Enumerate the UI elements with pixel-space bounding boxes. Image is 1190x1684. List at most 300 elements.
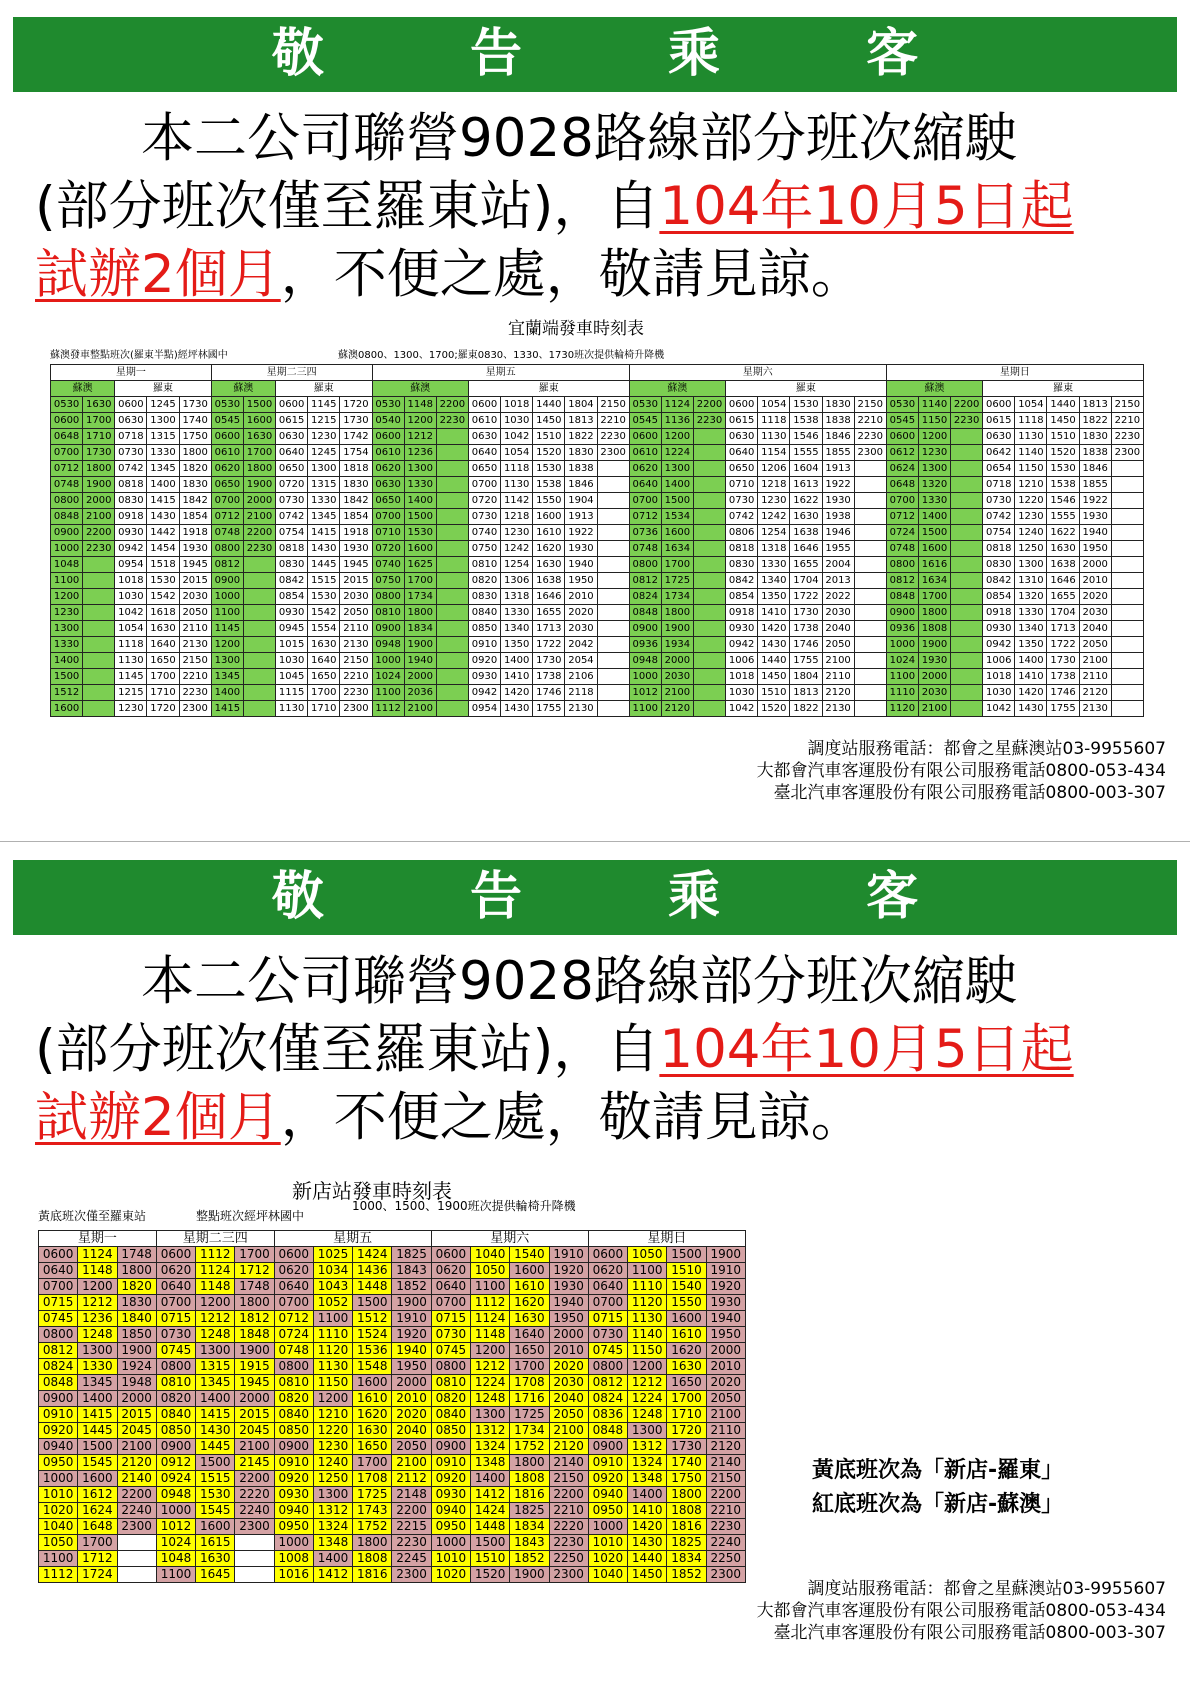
day-header: 星期一 [51,365,212,381]
departure-time: 2020 [549,1359,588,1375]
suao-time: 0900 [629,621,661,637]
departure-time: 1830 [117,1295,156,1311]
luodong-time: 0910 [468,637,500,653]
luodong-time: 0640 [276,445,308,461]
luodong-time: 1218 [758,477,790,493]
departure-time: 2215 [392,1519,431,1535]
luodong-time [854,557,886,573]
luodong-time [854,477,886,493]
luodong-time [1111,589,1143,605]
luodong-time: 1420 [501,685,533,701]
luodong-time: 2110 [340,621,372,637]
luodong-time: 0810 [468,557,500,573]
luodong-time: 0840 [468,605,500,621]
luodong-time: 0600 [115,397,147,413]
luodong-time: 0754 [983,525,1015,541]
luodong-time: 1130 [115,653,147,669]
notice-panel-xindian [0,842,1190,1684]
luodong-time: 1410 [1015,669,1047,685]
departure-time: 1100 [39,1551,78,1567]
luodong-time: 1018 [726,669,758,685]
luodong-time: 1830 [340,477,372,493]
table-row [39,1567,746,1583]
suao-time: 0530 [51,397,83,413]
suao-time: 0800 [886,557,918,573]
suao-time: 0648 [51,429,83,445]
luodong-time: 2300 [854,445,886,461]
luodong-time: 1118 [115,637,147,653]
departure-time: 0745 [588,1343,627,1359]
table-row [39,1503,746,1519]
empty-cell [117,1551,156,1567]
day-header: 星期五 [274,1231,431,1247]
departure-time: 0700 [588,1295,627,1311]
departure-time: 2010 [392,1391,431,1407]
luodong-time: 1300 [147,413,179,429]
luodong-time: 1820 [179,461,211,477]
empty-cell [117,1567,156,1583]
suao-time: 2230 [951,413,983,429]
luodong-time: 0650 [726,461,758,477]
suao-time [243,557,275,573]
suao-time: 0748 [51,477,83,493]
luodong-time: 1530 [308,589,340,605]
departure-time: 1700 [78,1535,117,1551]
departure-time: 1820 [117,1279,156,1295]
suao-time [243,637,275,653]
departure-time: 2200 [117,1487,156,1503]
suao-time [83,573,115,589]
departure-time: 1124 [78,1247,117,1263]
luodong-time: 0650 [276,461,308,477]
departure-time: 1843 [510,1535,549,1551]
luodong-time: 0818 [115,477,147,493]
luodong-time [597,701,629,717]
suao-time: 0712 [629,509,661,525]
table-row [51,509,1144,525]
luodong-time: 1822 [790,701,822,717]
departure-time: 1924 [117,1359,156,1375]
luodong-time: 0930 [726,621,758,637]
suao-time: 1212 [404,429,436,445]
suao-time [951,477,983,493]
luodong-time: 1018 [983,669,1015,685]
luodong-time: 1400 [147,477,179,493]
suao-time [693,541,725,557]
departure-time: 1440 [628,1551,667,1567]
suao-time [951,589,983,605]
luodong-time: 1345 [308,509,340,525]
luodong-time: 1042 [726,701,758,717]
departure-time: 1808 [667,1503,706,1519]
luodong-time: 2030 [822,605,854,621]
luodong-time: 1638 [533,573,565,589]
luodong-time: 1145 [115,669,147,685]
luodong-time: 0820 [468,573,500,589]
departure-time: 1000 [431,1535,470,1551]
luodong-time: 1846 [822,429,854,445]
luodong-time: 1300 [308,461,340,477]
departure-time: 1324 [313,1519,352,1535]
departure-time: 0620 [588,1263,627,1279]
departure-time: 1450 [628,1567,667,1583]
departure-time: 1445 [196,1439,235,1455]
luodong-time: 1600 [533,509,565,525]
notice-banner: 敬 告 乘 客 [13,860,1177,935]
departure-time: 1724 [78,1567,117,1583]
luodong-time: 1618 [147,605,179,621]
luodong-time: 0615 [983,413,1015,429]
suao-time: 1400 [404,493,436,509]
departure-time: 0940 [274,1503,313,1519]
luodong-time: 0720 [276,477,308,493]
luodong-time: 1950 [565,573,597,589]
luodong-time: 2150 [340,653,372,669]
suao-time: 1500 [243,397,275,413]
suao-time: 2230 [243,541,275,557]
suao-time: 1940 [404,653,436,669]
departure-time: 1825 [392,1247,431,1263]
suao-header: 蘇澳 [629,381,725,397]
departure-time: 1650 [353,1439,392,1455]
luodong-time: 0854 [276,589,308,605]
suao-header: 蘇澳 [886,381,982,397]
luodong-time: 0918 [115,509,147,525]
luodong-time: 2210 [854,413,886,429]
xindian-timetable-title: 新店站發車時刻表 [292,1179,452,1203]
luodong-time [854,525,886,541]
departure-time: 0900 [274,1439,313,1455]
luodong-time: 2110 [1079,669,1111,685]
departure-time: 1110 [628,1279,667,1295]
suao-time: 1634 [918,573,950,589]
departure-time: 2050 [706,1391,745,1407]
luodong-time: 0600 [276,397,308,413]
departure-time: 0715 [39,1295,78,1311]
luodong-time: 0942 [115,541,147,557]
departure-time: 2240 [117,1503,156,1519]
suao-time: 1330 [918,493,950,509]
luodong-time: 1415 [147,493,179,509]
luodong-time: 1350 [501,637,533,653]
table-row [51,477,1144,493]
departure-time: 1800 [235,1295,274,1311]
departure-time: 1700 [510,1359,549,1375]
luodong-time: 1650 [147,653,179,669]
table-row [39,1391,746,1407]
table-row [39,1471,746,1487]
luodong-time: 2300 [179,701,211,717]
departure-time: 1910 [392,1311,431,1327]
departure-time: 0820 [431,1391,470,1407]
luodong-time: 1730 [340,413,372,429]
departure-time: 1400 [470,1471,509,1487]
suao-time [693,637,725,653]
departure-time: 1100 [470,1279,509,1295]
luodong-time: 1018 [115,573,147,589]
suao-time: 2030 [661,669,693,685]
departure-time: 0600 [588,1247,627,1263]
departure-time: 0840 [156,1407,195,1423]
suao-time: 1320 [918,477,950,493]
luodong-time: 1015 [276,637,308,653]
departure-time: 1112 [39,1567,78,1583]
table-row [39,1375,746,1391]
suao-time [436,621,468,637]
luodong-time: 2150 [597,397,629,413]
luodong-time: 1755 [533,701,565,717]
luodong-time: 1245 [147,397,179,413]
luodong-time: 1930 [179,541,211,557]
departure-time: 1010 [39,1487,78,1503]
departure-time: 0700 [274,1295,313,1311]
departure-time: 0930 [431,1487,470,1503]
departure-time: 1415 [196,1407,235,1423]
departure-time: 1210 [313,1407,352,1423]
departure-time: 1536 [353,1343,392,1359]
departure-time: 1200 [196,1295,235,1311]
luodong-time: 1904 [565,493,597,509]
luodong-time [597,621,629,637]
departure-time: 1000 [156,1503,195,1519]
suao-time: 1100 [51,573,83,589]
suao-time: 2120 [661,701,693,717]
luodong-time: 0830 [276,557,308,573]
departure-time: 0950 [39,1455,78,1471]
departure-time: 1348 [470,1455,509,1471]
suao-time [951,669,983,685]
suao-time [951,653,983,669]
luodong-time: 2030 [565,621,597,637]
luodong-time: 1854 [340,509,372,525]
luodong-time: 1720 [147,701,179,717]
luodong-time: 1130 [501,477,533,493]
luodong-time: 2130 [565,701,597,717]
departure-time: 1345 [196,1375,235,1391]
departure-time: 1016 [274,1567,313,1583]
departure-time: 1734 [510,1423,549,1439]
departure-time: 1720 [667,1423,706,1439]
suao-time: 1145 [211,621,243,637]
suao-time: 1000 [629,669,661,685]
luodong-time: 1306 [501,573,533,589]
luodong-time [1111,669,1143,685]
luodong-time: 2130 [179,637,211,653]
suao-time [436,429,468,445]
departure-time: 1315 [196,1359,235,1375]
departure-time: 1140 [628,1327,667,1343]
luodong-time: 1640 [308,653,340,669]
suao-time: 0650 [372,493,404,509]
departure-time: 2300 [706,1567,745,1583]
luodong-time: 1030 [501,413,533,429]
suao-time: 0720 [372,541,404,557]
suao-time: 0530 [629,397,661,413]
luodong-time: 1755 [1047,701,1079,717]
luodong-time: 0842 [276,573,308,589]
departure-time: 1130 [628,1311,667,1327]
luodong-time: 1300 [1015,557,1047,573]
departure-time: 1112 [470,1295,509,1311]
suao-time [83,605,115,621]
luodong-time: 1754 [340,445,372,461]
suao-time: 1800 [661,605,693,621]
luodong-time: 1930 [822,493,854,509]
suao-time: 0700 [886,493,918,509]
luodong-time: 1854 [179,509,211,525]
luodong-time: 2110 [822,669,854,685]
luodong-time: 1955 [822,541,854,557]
luodong-time: 1746 [790,637,822,653]
suao-time: 0748 [211,525,243,541]
luodong-time: 1855 [1079,477,1111,493]
luodong-time: 2130 [822,701,854,717]
luodong-time: 2013 [822,573,854,589]
luodong-time: 1710 [147,685,179,701]
departure-time: 1400 [196,1391,235,1407]
departure-time: 1548 [353,1359,392,1375]
suao-time: 1934 [661,637,693,653]
suao-time: 0710 [372,525,404,541]
suao-time [83,669,115,685]
departure-time: 2300 [235,1519,274,1535]
luodong-time: 2150 [179,653,211,669]
departure-time: 1515 [196,1471,235,1487]
luodong-time: 1530 [1047,461,1079,477]
suao-time: 0610 [211,445,243,461]
suao-time: 1600 [404,541,436,557]
suao-time: 0800 [211,541,243,557]
departure-time: 1110 [313,1327,352,1343]
suao-time [951,493,983,509]
luodong-time: 2118 [565,685,597,701]
luodong-time: 2042 [565,637,597,653]
suao-time: 0900 [372,621,404,637]
suao-time: 0600 [372,429,404,445]
departure-time: 1300 [196,1343,235,1359]
departure-time: 2100 [706,1407,745,1423]
luodong-time: 1722 [1047,637,1079,653]
luodong-time: 1838 [822,413,854,429]
luodong-time: 0640 [468,445,500,461]
contact-metropolitan-phone: 大都會汽車客運股份有限公司服務電話0800-053-434 [756,761,1166,781]
suao-time: 0545 [629,413,661,429]
departure-time: 0724 [274,1327,313,1343]
luodong-time: 2130 [340,637,372,653]
departure-time: 0715 [156,1311,195,1327]
luodong-time: 2150 [1111,397,1143,413]
suao-time: 0750 [372,573,404,589]
departure-time: 1940 [549,1295,588,1311]
departure-time: 0640 [274,1279,313,1295]
luodong-time: 1542 [308,605,340,621]
departure-time: 1510 [667,1263,706,1279]
luodong-time: 1655 [1047,589,1079,605]
luodong-time: 1330 [758,557,790,573]
luodong-time: 1630 [147,621,179,637]
suao-header: 蘇澳 [51,381,115,397]
luodong-time [854,685,886,701]
suao-time: 0748 [886,541,918,557]
luodong-time: 1722 [533,637,565,653]
departure-time: 1415 [78,1407,117,1423]
suao-time [951,605,983,621]
luodong-time: 0615 [276,413,308,429]
departure-time: 1812 [235,1311,274,1327]
luodong-time: 0942 [726,637,758,653]
table-row [51,701,1144,717]
luodong-time: 1722 [790,589,822,605]
luodong-time: 0830 [983,557,1015,573]
luodong-time: 1610 [533,525,565,541]
suao-time: 1300 [918,461,950,477]
departure-time: 1950 [706,1327,745,1343]
table-row [51,557,1144,573]
luodong-time: 1245 [308,445,340,461]
departure-time: 1050 [39,1535,78,1551]
departure-time: 1150 [313,1375,352,1391]
luodong-time: 0854 [983,589,1015,605]
suao-time: 1024 [886,653,918,669]
luodong-time: 1804 [565,397,597,413]
table-row [51,685,1144,701]
departure-time: 1624 [78,1503,117,1519]
suao-time: 2100 [661,685,693,701]
luodong-time: 1640 [147,637,179,653]
luodong-time: 1315 [308,477,340,493]
suao-time: 1800 [243,461,275,477]
suao-time [83,637,115,653]
luodong-time: 1130 [758,429,790,445]
contact-dispatch-phone: 調度站服務電話：都會之星蘇澳站03-9955607 [807,739,1166,759]
suao-time: 0712 [51,461,83,477]
departure-time: 2040 [549,1391,588,1407]
luodong-time: 2054 [565,653,597,669]
suao-time [951,541,983,557]
departure-time: 1150 [628,1343,667,1359]
luodong-time: 1655 [790,557,822,573]
departure-time: 1808 [510,1471,549,1487]
luodong-time: 0830 [726,557,758,573]
suao-time: 1808 [918,621,950,637]
luodong-time: 0754 [276,525,308,541]
suao-time: 1200 [918,429,950,445]
departure-time: 1324 [628,1455,667,1471]
departure-time: 1900 [235,1343,274,1359]
luodong-time [854,669,886,685]
departure-time: 2000 [392,1375,431,1391]
suao-time [436,557,468,573]
legend-yellow: 黃底班次為「新店-羅東」 [812,1458,1064,1483]
suao-time [693,445,725,461]
departure-time: 0812 [588,1375,627,1391]
luodong-time: 1538 [1047,477,1079,493]
table-row [51,621,1144,637]
luodong-time: 1440 [1047,397,1079,413]
luodong-time: 2230 [854,429,886,445]
suao-time [693,493,725,509]
suao-time [436,525,468,541]
suao-time: 0712 [886,509,918,525]
departure-time: 1020 [588,1551,627,1567]
departure-time: 1200 [628,1359,667,1375]
suao-time [83,685,115,701]
luodong-time: 0930 [468,669,500,685]
departure-time: 1400 [628,1487,667,1503]
luodong-time: 1842 [179,493,211,509]
luodong-time: 0610 [468,413,500,429]
luodong-time: 1310 [1015,573,1047,589]
